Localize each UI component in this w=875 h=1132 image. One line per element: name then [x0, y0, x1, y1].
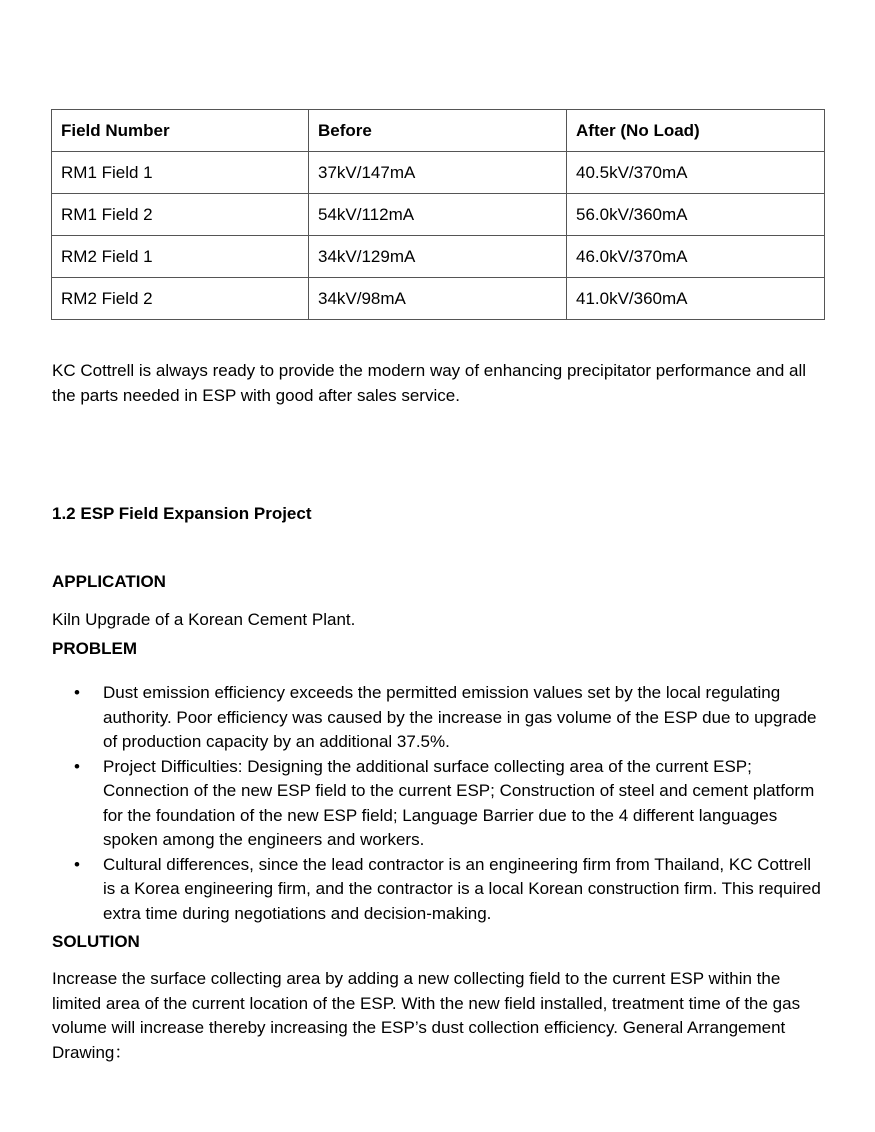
- problem-bullet-list: [52, 681, 827, 926]
- problem-heading: PROBLEM: [52, 639, 137, 658]
- bullet-icon: •: [74, 756, 80, 776]
- bullet-icon: •: [74, 683, 80, 702]
- table-row: [52, 152, 825, 194]
- table-header-before: Before: [309, 110, 567, 152]
- solution-heading: SOLUTION: [52, 932, 140, 951]
- list-item: [52, 681, 827, 755]
- table-cell: RM2 Field 1: [52, 236, 309, 278]
- table-cell: 37kV/147mA: [309, 152, 567, 194]
- table-cell: 54kV/112mA: [309, 194, 567, 236]
- table-cell: RM1 Field 1: [52, 152, 309, 194]
- bullet-icon: •: [74, 854, 80, 874]
- bullet-text: Project Difficulties: Designing the additional surface collecting area of the current ESP; Connection of the new ESP field to the current ESP; Construction of steel and cement platform for the foundation of the new ESP field; Language Barrier due to the 4 different languages spoken among the engineers and workers.: [103, 756, 815, 849]
- solution-text: Increase the surface collecting area by adding a new collecting field to the current ESP within the limited area of the current location of the ESP. With the new field installed, treatment time of the gas volume will increase thereby increasing the ESP’s dust collection efficiency. General Arrangement Drawing：: [52, 969, 801, 1062]
- table-cell: RM2 Field 2: [52, 278, 309, 320]
- application-heading: APPLICATION: [52, 572, 166, 591]
- table-cell: 41.0kV/360mA: [567, 278, 825, 320]
- table-cell: 46.0kV/370mA: [567, 236, 825, 278]
- table-row: [52, 236, 825, 278]
- bullet-text: Dust emission efficiency exceeds the permitted emission values set by the local regulating authority. Poor efficiency was caused by the increase in gas volume of the ESP due to upgrade of production capacity by an additional 37.5%.: [103, 683, 817, 751]
- table-header-field-number: Field Number: [52, 110, 309, 152]
- list-item: [52, 755, 827, 853]
- table-header-row: [52, 110, 825, 152]
- table-row: [52, 194, 825, 236]
- section-heading: 1.2 ESP Field Expansion Project: [52, 504, 312, 523]
- table-cell: 40.5kV/370mA: [567, 152, 825, 194]
- table-header-after: After (No Load): [567, 110, 825, 152]
- table-cell: 56.0kV/360mA: [567, 194, 825, 236]
- table-cell: 34kV/98mA: [309, 278, 567, 320]
- bullet-text: Cultural differences, since the lead contractor is an engineering firm from Thailand, KC Cottrell is a Korea engineering firm, and the contractor is a local Korean construction firm. This required extra time during negotiations and decision-making.: [103, 854, 821, 923]
- table-row: [52, 278, 825, 320]
- application-text: Kiln Upgrade of a Korean Cement Plant.: [52, 610, 356, 629]
- list-item: [52, 853, 827, 927]
- intro-paragraph: KC Cottrell is always ready to provide the modern way of enhancing precipitator performance and all the parts needed in ESP with good after sales service.: [52, 361, 807, 405]
- table-cell: RM1 Field 2: [52, 194, 309, 236]
- table-cell: 34kV/129mA: [309, 236, 567, 278]
- field-voltage-table: [51, 109, 825, 320]
